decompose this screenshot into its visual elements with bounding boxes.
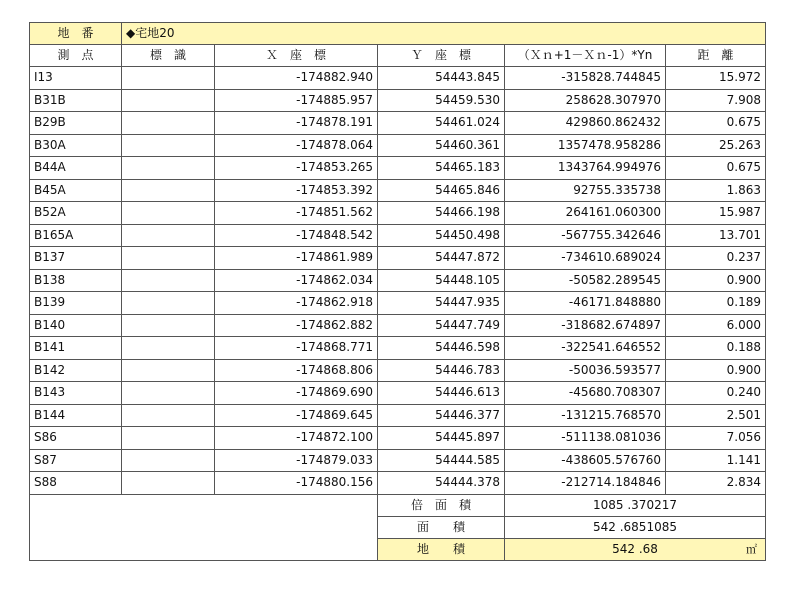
cell-calc: -131215.768570 bbox=[505, 404, 666, 427]
cell-x: -174885.957 bbox=[215, 89, 378, 112]
cell-y: 54450.498 bbox=[378, 224, 505, 247]
cell-calc: -318682.674897 bbox=[505, 314, 666, 337]
cell-dist: 0.189 bbox=[666, 292, 766, 315]
table-row bbox=[30, 382, 766, 405]
col-header-y: Ｙ 座 標 bbox=[378, 45, 505, 67]
cell-x: -174868.806 bbox=[215, 359, 378, 382]
cell-calc: -50582.289545 bbox=[505, 269, 666, 292]
land-area-value-cell bbox=[505, 538, 766, 560]
cell-mark bbox=[122, 67, 215, 90]
lot-value: ◆宅地20 bbox=[122, 23, 766, 45]
table-row bbox=[30, 179, 766, 202]
col-header-mark: 標 識 bbox=[122, 45, 215, 67]
cell-mark bbox=[122, 382, 215, 405]
cell-y: 54459.530 bbox=[378, 89, 505, 112]
cell-y: 54446.613 bbox=[378, 382, 505, 405]
area-value-cell bbox=[505, 516, 766, 538]
cell-x: -174878.064 bbox=[215, 134, 378, 157]
table-row bbox=[30, 427, 766, 450]
cell-point: B143 bbox=[30, 382, 122, 405]
cell-calc: -45680.708307 bbox=[505, 382, 666, 405]
table-row bbox=[30, 337, 766, 360]
cell-y: 54446.377 bbox=[378, 404, 505, 427]
cell-y: 54465.846 bbox=[378, 179, 505, 202]
cell-x: -174853.265 bbox=[215, 157, 378, 180]
cell-calc: -322541.646552 bbox=[505, 337, 666, 360]
cell-y: 54445.897 bbox=[378, 427, 505, 450]
cell-point: B139 bbox=[30, 292, 122, 315]
double-area-label: 倍 面 積 bbox=[378, 494, 505, 516]
col-header-dist: 距 離 bbox=[666, 45, 766, 67]
cell-x: -174869.645 bbox=[215, 404, 378, 427]
table-row bbox=[30, 269, 766, 292]
lot-row bbox=[30, 23, 766, 45]
cell-x: -174880.156 bbox=[215, 472, 378, 495]
area-unit: ㎡ bbox=[746, 542, 757, 556]
cell-mark bbox=[122, 404, 215, 427]
cell-x: -174851.562 bbox=[215, 202, 378, 225]
cell-point: B45A bbox=[30, 179, 122, 202]
cell-point: S88 bbox=[30, 472, 122, 495]
table-row bbox=[30, 112, 766, 135]
table-row bbox=[30, 224, 766, 247]
cell-dist: 0.188 bbox=[666, 337, 766, 360]
cell-dist: 15.972 bbox=[666, 67, 766, 90]
table-row bbox=[30, 157, 766, 180]
cell-dist: 0.675 bbox=[666, 157, 766, 180]
land-area-value: 542 .68 bbox=[612, 541, 658, 556]
double-area-value: 1085 .370217 bbox=[593, 497, 677, 512]
cell-y: 54444.585 bbox=[378, 449, 505, 472]
cell-x: -174878.191 bbox=[215, 112, 378, 135]
cell-dist: 13.701 bbox=[666, 224, 766, 247]
lot-label: 地 番 bbox=[30, 23, 122, 45]
double-area-value-cell bbox=[505, 494, 766, 516]
cell-calc: -567755.342646 bbox=[505, 224, 666, 247]
table-row bbox=[30, 247, 766, 270]
cell-y: 54448.105 bbox=[378, 269, 505, 292]
cell-point: B144 bbox=[30, 404, 122, 427]
cell-point: B140 bbox=[30, 314, 122, 337]
cell-calc: 1357478.958286 bbox=[505, 134, 666, 157]
cell-x: -174853.392 bbox=[215, 179, 378, 202]
cell-x: -174879.033 bbox=[215, 449, 378, 472]
cell-mark bbox=[122, 134, 215, 157]
cell-calc: -511138.081036 bbox=[505, 427, 666, 450]
cell-dist: 0.237 bbox=[666, 247, 766, 270]
cell-mark bbox=[122, 292, 215, 315]
cell-y: 54443.845 bbox=[378, 67, 505, 90]
summary-blank bbox=[30, 494, 378, 560]
cell-point: B52A bbox=[30, 202, 122, 225]
table-row bbox=[30, 67, 766, 90]
cell-mark bbox=[122, 112, 215, 135]
cell-y: 54466.198 bbox=[378, 202, 505, 225]
table-row bbox=[30, 472, 766, 495]
col-header-calc: （Ｘｎ+1－Ｘｎ-1）*Yn bbox=[505, 45, 666, 67]
cell-calc: -315828.744845 bbox=[505, 67, 666, 90]
table-row bbox=[30, 134, 766, 157]
cell-dist: 7.056 bbox=[666, 427, 766, 450]
cell-calc: 429860.862432 bbox=[505, 112, 666, 135]
cell-mark bbox=[122, 202, 215, 225]
cell-dist: 0.900 bbox=[666, 359, 766, 382]
cell-dist: 2.834 bbox=[666, 472, 766, 495]
cell-dist: 15.987 bbox=[666, 202, 766, 225]
table-row bbox=[30, 89, 766, 112]
header-row bbox=[30, 45, 766, 67]
cell-calc: -46171.848880 bbox=[505, 292, 666, 315]
cell-mark bbox=[122, 337, 215, 360]
cell-mark bbox=[122, 89, 215, 112]
table-row bbox=[30, 202, 766, 225]
cell-point: B165A bbox=[30, 224, 122, 247]
cell-dist: 1.863 bbox=[666, 179, 766, 202]
cell-dist: 0.900 bbox=[666, 269, 766, 292]
cell-calc: 258628.307970 bbox=[505, 89, 666, 112]
cell-point: B29B bbox=[30, 112, 122, 135]
area-label: 面 積 bbox=[378, 516, 505, 538]
cell-point: S87 bbox=[30, 449, 122, 472]
table-row bbox=[30, 292, 766, 315]
cell-calc: -734610.689024 bbox=[505, 247, 666, 270]
double-area-row bbox=[30, 494, 766, 516]
table-row bbox=[30, 449, 766, 472]
cell-y: 54460.361 bbox=[378, 134, 505, 157]
cell-dist: 2.501 bbox=[666, 404, 766, 427]
cell-dist: 7.908 bbox=[666, 89, 766, 112]
cell-x: -174862.918 bbox=[215, 292, 378, 315]
cell-calc: -438605.576760 bbox=[505, 449, 666, 472]
cell-point: S86 bbox=[30, 427, 122, 450]
cell-point: B138 bbox=[30, 269, 122, 292]
cell-point: I13 bbox=[30, 67, 122, 90]
cell-calc: -212714.184846 bbox=[505, 472, 666, 495]
cell-y: 54446.598 bbox=[378, 337, 505, 360]
cell-y: 54447.872 bbox=[378, 247, 505, 270]
cell-x: -174872.100 bbox=[215, 427, 378, 450]
cell-dist: 0.240 bbox=[666, 382, 766, 405]
cell-point: B141 bbox=[30, 337, 122, 360]
cell-point: B31B bbox=[30, 89, 122, 112]
cell-x: -174848.542 bbox=[215, 224, 378, 247]
cell-dist: 1.141 bbox=[666, 449, 766, 472]
col-header-x: Ｘ 座 標 bbox=[215, 45, 378, 67]
cell-mark bbox=[122, 314, 215, 337]
cell-y: 54447.935 bbox=[378, 292, 505, 315]
col-header-point: 測 点 bbox=[30, 45, 122, 67]
cell-point: B44A bbox=[30, 157, 122, 180]
cell-mark bbox=[122, 359, 215, 382]
cell-y: 54444.378 bbox=[378, 472, 505, 495]
cell-mark bbox=[122, 472, 215, 495]
cell-mark bbox=[122, 179, 215, 202]
cell-mark bbox=[122, 269, 215, 292]
cell-y: 54447.749 bbox=[378, 314, 505, 337]
table-row bbox=[30, 314, 766, 337]
cell-mark bbox=[122, 449, 215, 472]
cell-calc: -50036.593577 bbox=[505, 359, 666, 382]
cell-x: -174862.034 bbox=[215, 269, 378, 292]
area-value: 542 .6851085 bbox=[593, 519, 677, 534]
table-row bbox=[30, 404, 766, 427]
cell-dist: 6.000 bbox=[666, 314, 766, 337]
cell-x: -174868.771 bbox=[215, 337, 378, 360]
cell-y: 54465.183 bbox=[378, 157, 505, 180]
cell-calc: 92755.335738 bbox=[505, 179, 666, 202]
cell-x: -174882.940 bbox=[215, 67, 378, 90]
cell-calc: 264161.060300 bbox=[505, 202, 666, 225]
table-row bbox=[30, 359, 766, 382]
cell-dist: 25.263 bbox=[666, 134, 766, 157]
cell-y: 54446.783 bbox=[378, 359, 505, 382]
cell-point: B30A bbox=[30, 134, 122, 157]
land-area-label: 地 積 bbox=[378, 538, 505, 560]
cell-x: -174869.690 bbox=[215, 382, 378, 405]
cell-mark bbox=[122, 247, 215, 270]
cell-mark bbox=[122, 157, 215, 180]
survey-table bbox=[29, 22, 766, 561]
cell-point: B142 bbox=[30, 359, 122, 382]
cell-x: -174862.882 bbox=[215, 314, 378, 337]
cell-point: B137 bbox=[30, 247, 122, 270]
cell-mark bbox=[122, 427, 215, 450]
cell-calc: 1343764.994976 bbox=[505, 157, 666, 180]
cell-dist: 0.675 bbox=[666, 112, 766, 135]
cell-y: 54461.024 bbox=[378, 112, 505, 135]
cell-x: -174861.989 bbox=[215, 247, 378, 270]
cell-mark bbox=[122, 224, 215, 247]
